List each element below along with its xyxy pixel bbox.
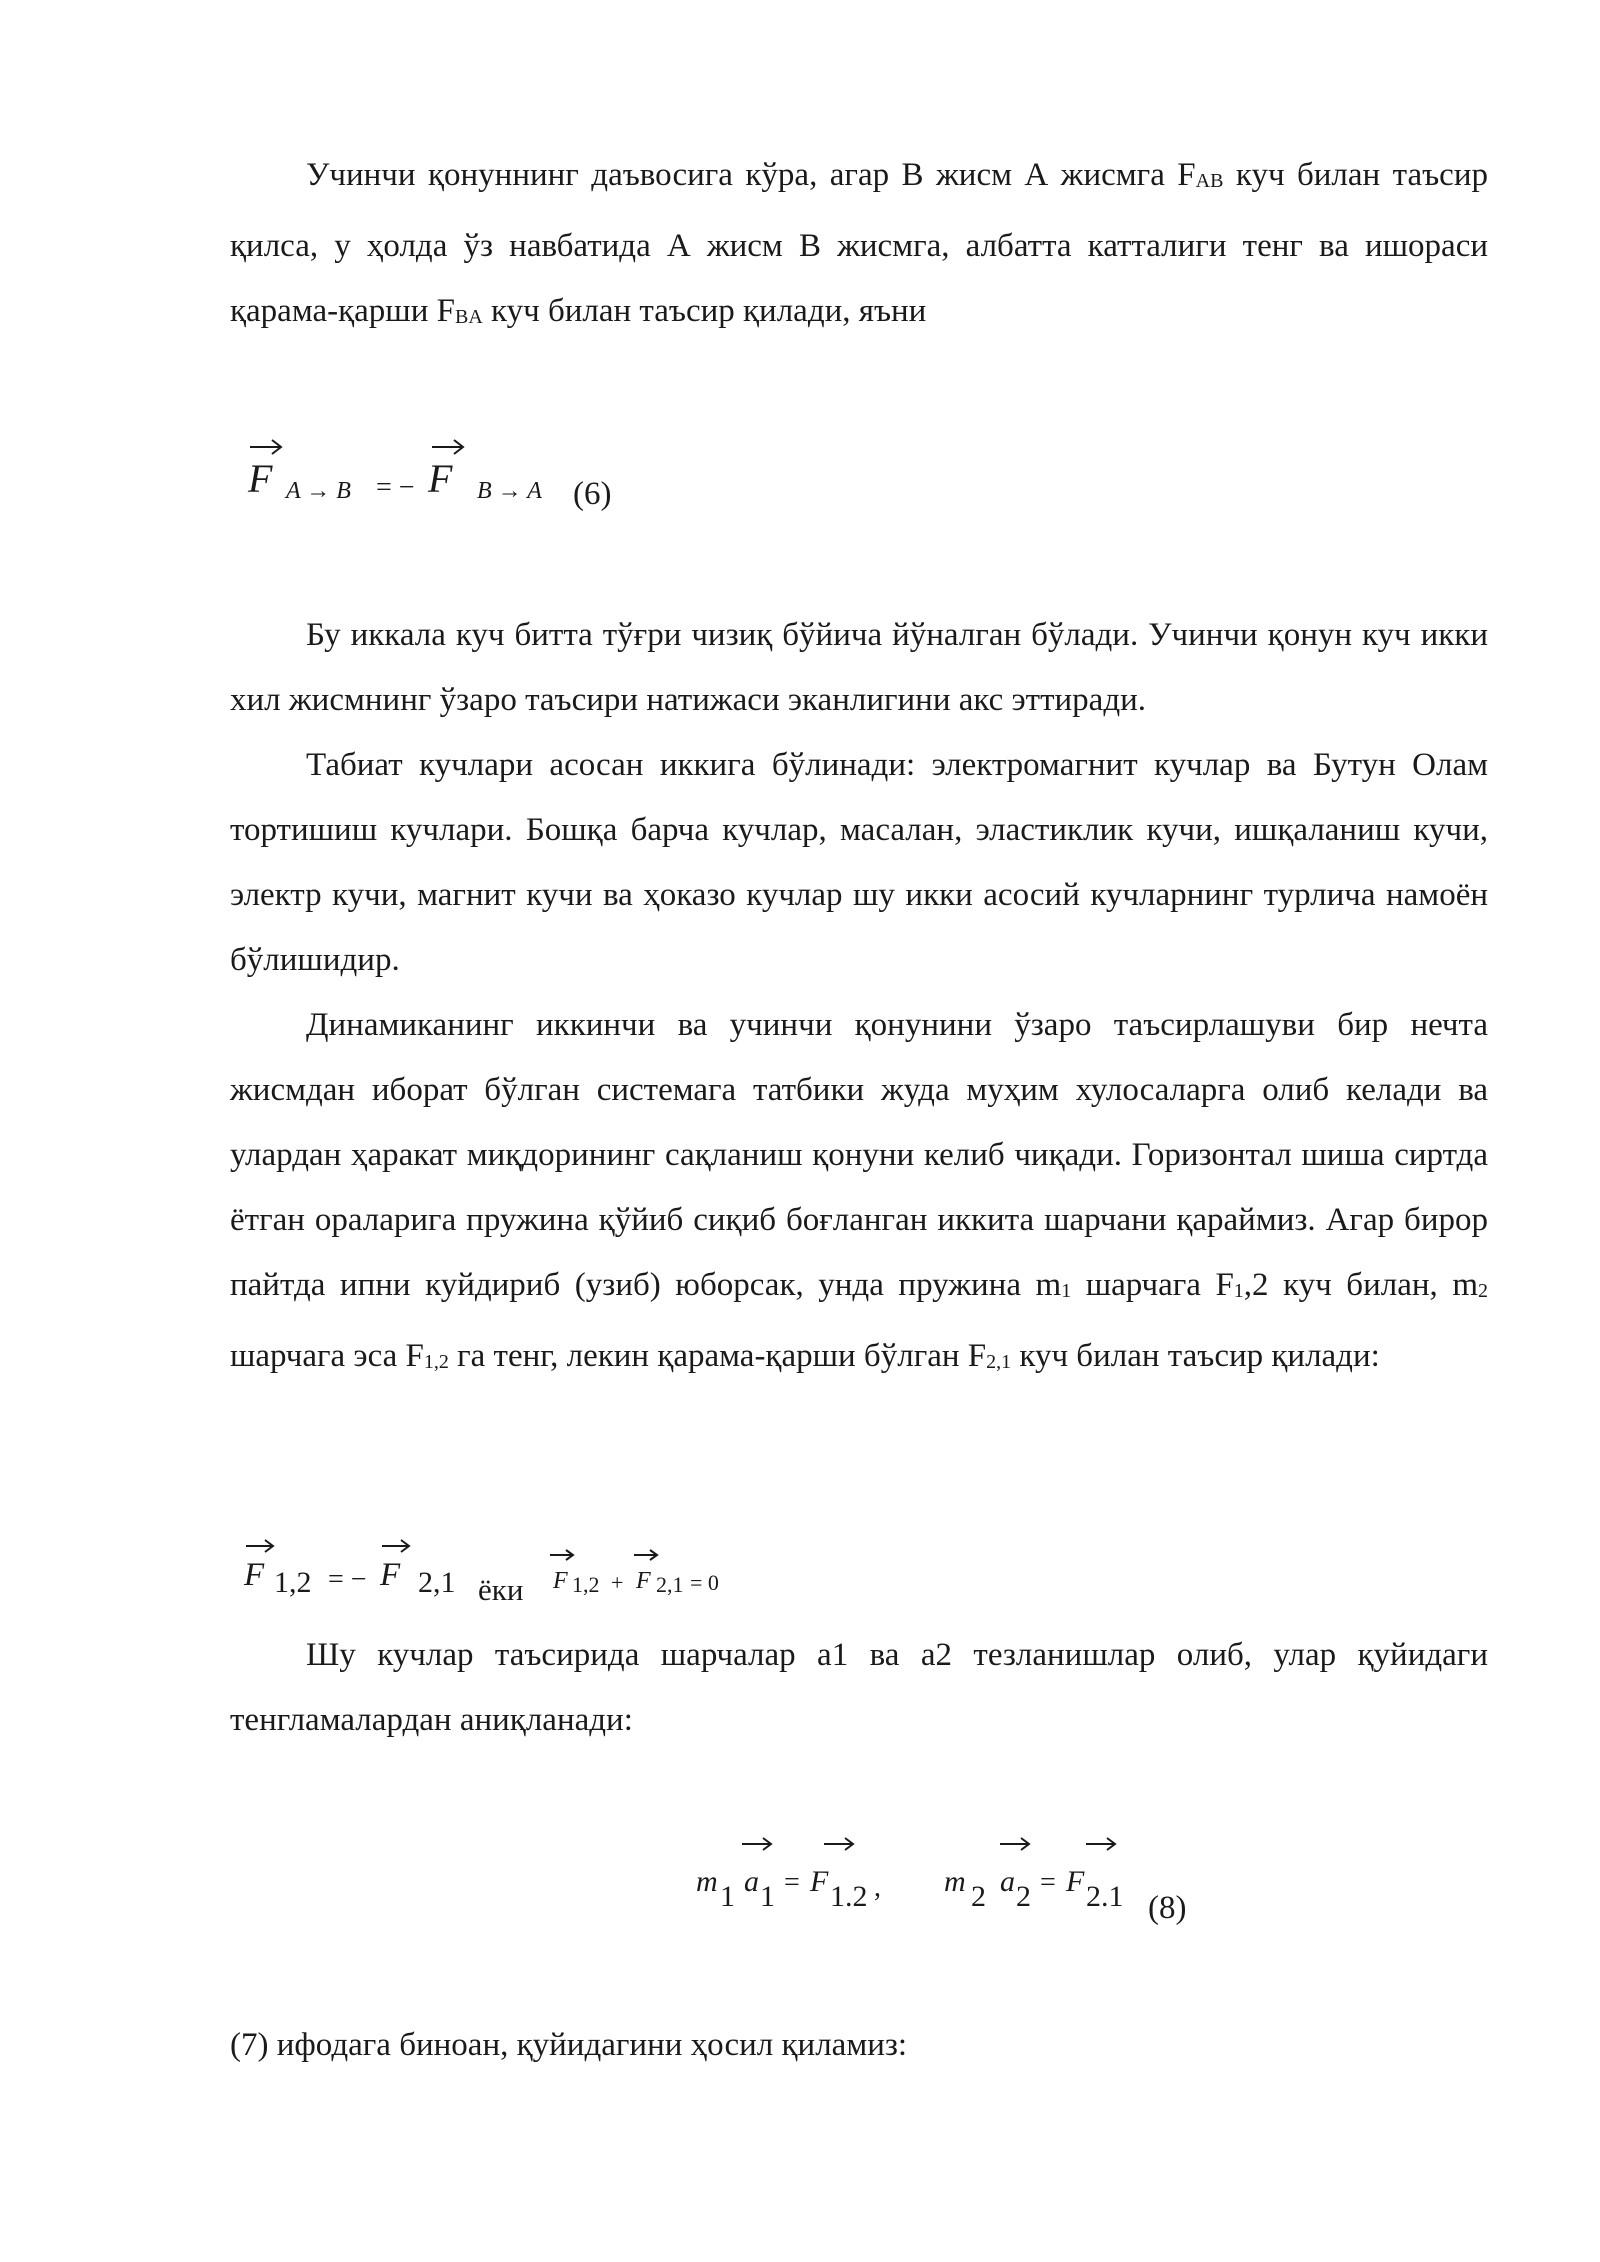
comma: , bbox=[874, 1872, 881, 1903]
text: куч билан таъсир қилади, яъни bbox=[482, 293, 927, 329]
subscript: AB bbox=[1195, 170, 1224, 192]
force-symbol: F bbox=[1066, 1865, 1085, 1898]
subscript-1-2: 1.2 bbox=[830, 1880, 868, 1913]
equation-label-6: (6) bbox=[573, 476, 612, 512]
paragraph-same-line: Бу иккала куч битта тўғри чизиқ бўйича йўналган бўлади. Учинчи қонун куч икки хил жисмнинг ўзаро таъсири натижаси эканлигини акс эттиради. bbox=[230, 617, 1488, 718]
force-symbol: F bbox=[428, 456, 453, 501]
equals-zero: = 0 bbox=[690, 1570, 719, 1595]
force-symbol: F bbox=[636, 1568, 651, 1594]
equals-minus: = − bbox=[376, 472, 415, 503]
text: Динамиканинг иккинчи ва учинчи қонунини ўзаро таъсирлашуви бир нечта жисмдан иборат бўлган системага татбики жуда муҳим хулосаларга олиб келади ва улардан ҳаракат миқдорининг сақланиш қонуни келиб чиқади. Горизонтал шиша сиртда ётган ораларига пружина қўйиб сиқиб боғланган иккита шарчани қараймиз. Агар бирор пайтда ипни куйдириб (узиб) юборсак, унда пружина m bbox=[230, 1007, 1488, 1303]
text: ,2 куч билан, m bbox=[1243, 1267, 1478, 1303]
index-2: 2 bbox=[971, 1880, 986, 1913]
subscript: 1,2 bbox=[423, 1351, 449, 1373]
subscript-b-to-a: B → A bbox=[477, 478, 542, 504]
text: куч билан таъсир қилса, у ҳолда ўз навбатида А жисм В жисмга, албатта катталиги тенг ва ишораси қарама-қарши F bbox=[230, 157, 1488, 329]
force-symbol: F bbox=[553, 1568, 568, 1594]
force-symbol: F bbox=[248, 456, 273, 501]
subscript-1-2: 1,2 bbox=[572, 1572, 600, 1597]
equation-7 bbox=[238, 1528, 778, 1618]
mass-symbol: m bbox=[696, 1865, 718, 1898]
subscript-2-1: 2,1 bbox=[418, 1566, 456, 1599]
subscript-a-to-b: A → B bbox=[286, 478, 351, 504]
subscript: BA bbox=[454, 306, 483, 328]
subscript-2-1: 2.1 bbox=[1086, 1880, 1124, 1913]
subscript: 2 bbox=[1478, 1280, 1488, 1302]
subscript-2-1: 2,1 bbox=[656, 1572, 684, 1597]
index-1: 1 bbox=[720, 1880, 735, 1913]
subscript: 2,1 bbox=[986, 1351, 1012, 1373]
force-symbol: F bbox=[810, 1865, 829, 1898]
subscript: 1 bbox=[1061, 1280, 1072, 1302]
paragraph-conclusion: (7) ифодага биноан, қуйидагини ҳосил қиламиз: bbox=[230, 2027, 908, 2063]
paragraph-third-law bbox=[230, 143, 1488, 350]
paragraph-nature-forces: Табиат кучлари асосан иккига бўлинади: электромагнит кучлар ва Бутун Олам тортишиш кучлари. Бошқа барча кучлар, масалан, эластиклик кучи, ишқаланиш кучи, электр кучи, магнит кучи ва ҳоказо кучлар шу икки асосий кучларнинг турлича намоён бўлишидир. bbox=[230, 747, 1488, 978]
equals-sign: = bbox=[784, 1867, 800, 1898]
subscript: 1 bbox=[1233, 1280, 1244, 1302]
equals-minus: = − bbox=[328, 1564, 367, 1595]
mass-symbol: m bbox=[944, 1865, 966, 1898]
index-2: 2 bbox=[1016, 1880, 1031, 1913]
subscript-1-2: 1,2 bbox=[274, 1566, 312, 1599]
equation-6 bbox=[240, 425, 660, 525]
text: га тенг, лекин қарама-қарши бўлган F bbox=[448, 1338, 987, 1374]
acceleration-symbol: a bbox=[744, 1865, 759, 1898]
index-1: 1 bbox=[760, 1880, 775, 1913]
text: шарчага эса F bbox=[230, 1338, 424, 1374]
paragraph-accelerations: Шу кучлар таъсирида шарчалар a1 ва a2 тезланишлар олиб, улар қуйидаги тенгламалардан аниқланади: bbox=[230, 1637, 1488, 1738]
force-symbol: F bbox=[380, 1557, 401, 1593]
or-word: ёки bbox=[478, 1572, 524, 1607]
force-symbol: F bbox=[244, 1557, 265, 1593]
acceleration-symbol: a bbox=[1000, 1865, 1015, 1898]
paragraph-momentum bbox=[230, 993, 1488, 1395]
text: Учинчи қонуннинг даъвосига кўра, агар В жисм А жисмга F bbox=[306, 157, 1196, 193]
equals-sign: = bbox=[1040, 1867, 1056, 1898]
text: шарчага F bbox=[1071, 1267, 1234, 1303]
text: куч билан таъсир қилади: bbox=[1011, 1338, 1380, 1374]
equation-label-8: (8) bbox=[1148, 1890, 1187, 1926]
equation-8 bbox=[690, 1832, 1230, 1942]
plus-sign: + bbox=[611, 1570, 624, 1595]
